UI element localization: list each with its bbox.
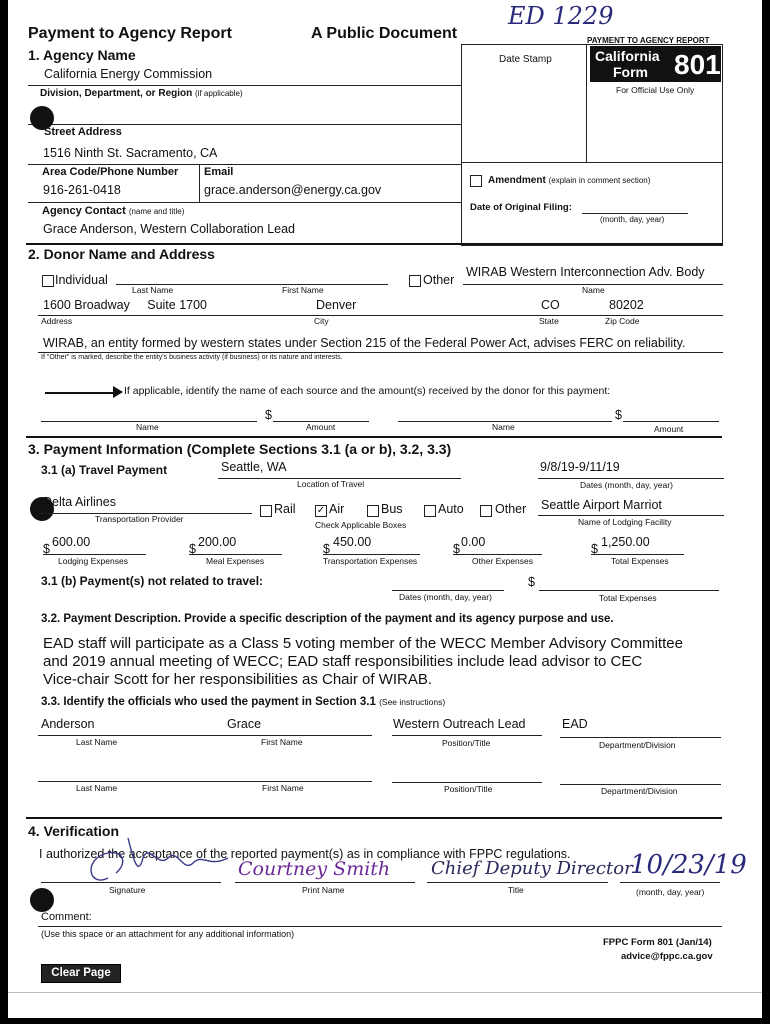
meal-expenses-label: Meal Expenses bbox=[206, 556, 265, 566]
transport-expenses-label: Transportation Expenses bbox=[323, 556, 418, 566]
official-1-department[interactable]: EAD bbox=[562, 717, 588, 731]
form-801-badge: California Form 801 bbox=[590, 46, 721, 82]
form-title: Payment to Agency Report bbox=[28, 25, 232, 42]
donor-name-value[interactable]: WIRAB Western Interconnection Adv. Body bbox=[466, 265, 705, 279]
source-amount-label-1: Amount bbox=[306, 422, 336, 432]
lodging-expenses-value[interactable]: 600.00 bbox=[52, 535, 91, 549]
total-expenses-label: Total Expenses bbox=[611, 556, 669, 566]
amendment-checkbox[interactable] bbox=[470, 175, 482, 187]
official-1-last-name[interactable]: Anderson bbox=[41, 717, 95, 731]
payment-description-value[interactable]: EAD staff will participate as a Class 5 voting member of the WECC Member Advisory Committee and 2019 annual meeting of WECC; EAD staff responsibilities include lead advisor to CEC Vice-chair Scott for her responsibilities as Chair of WIRAB. bbox=[43, 635, 683, 688]
street-address-value[interactable]: 1516 Ninth St. Sacramento, CA bbox=[43, 146, 218, 160]
official-use-label: For Official Use Only bbox=[616, 85, 695, 95]
source-name-label-1: Name bbox=[136, 422, 159, 432]
last-name-label: Last Name bbox=[132, 285, 174, 295]
rail-label: Rail bbox=[274, 502, 296, 516]
non-travel-dates-input[interactable] bbox=[392, 590, 504, 591]
bus-checkbox[interactable] bbox=[367, 505, 379, 517]
lodging-facility-label: Name of Lodging Facility bbox=[578, 517, 672, 527]
non-travel-total-label: Total Expenses bbox=[599, 593, 657, 603]
source-instruction: If applicable, identify the name of each source and the amount(s) received by the donor for this payment: bbox=[124, 385, 611, 397]
non-travel-dates-label: Dates (month, day, year) bbox=[399, 592, 492, 602]
email-value[interactable]: grace.anderson@energy.ca.gov bbox=[204, 183, 382, 197]
individual-checkbox[interactable] bbox=[42, 275, 54, 287]
auto-checkbox[interactable] bbox=[424, 505, 436, 517]
non-travel-label: 3.1 (b) Payment(s) not related to travel: bbox=[41, 574, 264, 588]
total-expenses-value[interactable]: 1,250.00 bbox=[601, 535, 650, 549]
source-name-label-2: Name bbox=[492, 422, 515, 432]
lodging-expenses-label: Lodging Expenses bbox=[58, 556, 128, 566]
donor-state-value[interactable]: CO bbox=[541, 298, 560, 312]
official-2-department-label: Department/Division bbox=[601, 786, 678, 796]
official-1-first-name[interactable]: Grace bbox=[227, 717, 262, 731]
official-1-last-label: Last Name bbox=[76, 737, 118, 747]
official-1-first-label: First Name bbox=[261, 737, 303, 747]
other-donor-checkbox[interactable] bbox=[409, 275, 421, 287]
non-travel-total-input[interactable] bbox=[539, 590, 719, 591]
original-filing-input[interactable] bbox=[582, 213, 688, 214]
arrow-right-icon bbox=[113, 386, 123, 398]
agency-contact-label: Agency Contact (name and title) bbox=[42, 205, 185, 217]
official-1-position-label: Position/Title bbox=[442, 738, 491, 748]
comment-hint: (Use this space or an attachment for any additional information) bbox=[41, 929, 295, 939]
signature-label: Signature bbox=[109, 885, 146, 895]
officials-heading: 3.3. Identify the officials who used the payment in Section 3.1 (See instructions) bbox=[41, 696, 446, 708]
individual-label: Individual bbox=[55, 273, 108, 287]
clear-page-button[interactable]: Clear Page bbox=[41, 964, 121, 983]
official-2-first-label: First Name bbox=[262, 783, 304, 793]
name-label: Name bbox=[582, 285, 605, 295]
section-2-heading: 2. Donor Name and Address bbox=[28, 246, 215, 262]
auto-label: Auto bbox=[438, 502, 464, 516]
handwritten-document-id: ED 1229 bbox=[508, 2, 614, 30]
transport-provider-value[interactable]: Delta Airlines bbox=[43, 495, 116, 509]
print-name-value[interactable]: Courtney Smith bbox=[238, 858, 391, 880]
fppc-email: advice@fppc.ca.gov bbox=[621, 951, 713, 962]
signature-input[interactable] bbox=[41, 882, 221, 883]
donor-city-value[interactable]: Denver bbox=[316, 298, 357, 312]
title-value[interactable]: Chief Deputy Director bbox=[431, 858, 633, 879]
agency-name-value[interactable]: California Energy Commission bbox=[44, 67, 213, 81]
donor-description-value[interactable]: WIRAB, an entity formed by western states under Section 215 of the Federal Power Act, advises FERC on reliability. bbox=[43, 336, 686, 350]
title-label: Title bbox=[508, 885, 524, 895]
original-filing-hint: (month, day, year) bbox=[600, 215, 665, 224]
donor-address-value[interactable]: 1600 Broadway Suite 1700 bbox=[43, 298, 208, 312]
other-expenses-value[interactable]: 0.00 bbox=[461, 535, 486, 549]
verification-statement: I authorized the acceptance of the reported payment(s) as in compliance with FPPC regulations. bbox=[39, 847, 571, 861]
phone-label: Area Code/Phone Number bbox=[42, 166, 179, 178]
source-amount-label-2: Amount bbox=[654, 424, 684, 434]
date-label: (month, day, year) bbox=[636, 887, 705, 897]
donor-description-hint: If "Other" is marked, describe the entity's business activity (if business) or its nature and interests. bbox=[41, 354, 343, 361]
comment-label: Comment: bbox=[41, 911, 92, 923]
payment-description-heading: 3.2. Payment Description. Provide a specific description of the payment and its agency purpose and use. bbox=[41, 613, 614, 625]
payment-to-agency-report-form: Payment to Agency Report A Public Document ED 1229 PAYMENT TO AGENCY REPORT Date Stamp California Form 801 For Official Use Only 1. Agency Name California Energy Commission Division, Department, or Region (if applicable) Street Address 1516 Ninth St. Sacramento, CA Area Code/Phone Number Email 916-261-0418 grace.anderson@energy.ca.gov Agency Contact (name and title) Grace Anderson, Western Collaboration Lead Amendment (explain in comment section) Date of Original Filing: (month, day, year) 2. Donor Name and Address Individual Last Name First Name Other WIRAB Western Interconnection Adv. Body Name 1600 Broadway Suite 1700 Denver CO 80202 Address City State Zip Code WIRAB, an entity formed by western states under Section 215 of the Federal Power Act, advises FERC on reliability. If "Other" is marked, describe the entity's business activity (if business) or its nature and interests. If applicable, identify the name of each source and the amount(s) received by the donor for this payment: $ $ Name Amount Name Amount 3. Payment Information (Complete Sections 3.1 (a or b), 3.2, 3.3) 3.1 (a) Travel Payment Seattle, WA Location of Travel 9/8/19-9/11/19 Dates (month, day, year) Delta Airlines Transportation Provider Rail ✓ Air Bus Auto Other Check Applicable Boxes Seattle Airport Marriot Name of Lodging Facility $ 600.00 Lodging Expenses $ 200.00 Meal Expenses $ 450.00 Transportation Expenses $ 0.00 Other Expenses $ 1,250.00 Total Expenses 3.1 (b) Payment(s) not related to travel: Dates (month, day, year) $ Total Expenses 3.2. Payment Description. Provide a specific description of the payment and its agency purpose and use. EAD staff will participate as a Class 5 voting member of the WECC Member Advisory Committee and 2019 annual meeting of WECC; EAD staff responsibilities include lead advisor to CEC Vice-chair Scott for her responsibilities as Chair of WIRAB. 3.3. Identify the officials who used the payment in Section 3.1 (See instructions) Anderson Grace Western Outreach Lead EAD Last Name First Name Position/Title Department/Division Last Name First Name Position/Title Department/Division 4. Verification I authorized the acceptance of the reported payment(s) as in compliance with FPPC regulations. Courtney Smith Chief Deputy Director 10/23/19 Signature Print Name Title (month, day, year) Comment: (Use this space or an attachment for any additional information) FPPC Form 801 (Jan/14) advice@fppc.ca.gov Clear Page bbox=[8, 0, 762, 1018]
travel-location-label: Location of Travel bbox=[297, 479, 365, 489]
arrow-shaft bbox=[45, 392, 117, 394]
rail-checkbox[interactable] bbox=[260, 505, 272, 517]
comment-input[interactable] bbox=[38, 926, 722, 927]
section-1-heading: 1. Agency Name bbox=[28, 47, 136, 63]
section-4-heading: 4. Verification bbox=[28, 823, 120, 839]
date-value[interactable]: 10/23/19 bbox=[630, 850, 747, 880]
check-boxes-label: Check Applicable Boxes bbox=[315, 520, 407, 530]
address-label: Address bbox=[41, 316, 73, 326]
email-label: Email bbox=[204, 166, 234, 178]
print-name-label: Print Name bbox=[302, 885, 345, 895]
other-expenses-label: Other Expenses bbox=[472, 556, 533, 566]
phone-value[interactable]: 916-261-0418 bbox=[43, 183, 121, 197]
travel-location-value[interactable]: Seattle, WA bbox=[221, 460, 287, 474]
lodging-facility-value[interactable]: Seattle Airport Marriot bbox=[541, 498, 662, 512]
date-stamp-label: Date Stamp bbox=[499, 54, 552, 65]
division-label: Division, Department, or Region (if applicable) bbox=[40, 88, 243, 99]
official-2-last-label: Last Name bbox=[76, 783, 118, 793]
city-label: City bbox=[314, 316, 329, 326]
form-id: FPPC Form 801 (Jan/14) bbox=[603, 937, 712, 948]
transport-provider-label: Transportation Provider bbox=[95, 514, 184, 524]
section-3-heading: 3. Payment Information (Complete Sections 3.1 (a or b), 3.2, 3.3) bbox=[28, 441, 452, 457]
first-name-label: First Name bbox=[282, 285, 324, 295]
original-filing-label: Date of Original Filing: bbox=[470, 202, 572, 213]
donor-zip-value[interactable]: 80202 bbox=[609, 298, 644, 312]
signature-scribble bbox=[78, 828, 238, 898]
punch-hole bbox=[30, 888, 54, 912]
public-document-label: A Public Document bbox=[311, 25, 458, 42]
source-amount-input-2[interactable] bbox=[623, 421, 719, 422]
official-2-position-label: Position/Title bbox=[444, 784, 493, 794]
official-1-department-label: Department/Division bbox=[599, 740, 676, 750]
transport-expenses-value[interactable]: 450.00 bbox=[333, 535, 372, 549]
state-label: State bbox=[539, 316, 559, 326]
air-label: Air bbox=[329, 502, 345, 516]
meal-expenses-value[interactable]: 200.00 bbox=[198, 535, 237, 549]
official-1-position[interactable]: Western Outreach Lead bbox=[393, 717, 526, 731]
agency-contact-value[interactable]: Grace Anderson, Western Collaboration Lead bbox=[43, 222, 296, 236]
zip-code-label: Zip Code bbox=[605, 316, 640, 326]
other-mode-checkbox[interactable] bbox=[480, 505, 492, 517]
travel-dates-value[interactable]: 9/8/19-9/11/19 bbox=[540, 460, 620, 474]
other-donor-label: Other bbox=[423, 273, 455, 287]
bus-label: Bus bbox=[381, 502, 403, 516]
street-address-label: Street Address bbox=[44, 126, 122, 138]
corner-form-label: PAYMENT TO AGENCY REPORT bbox=[587, 36, 710, 45]
travel-dates-label: Dates (month, day, year) bbox=[580, 480, 673, 490]
other-mode-label: Other bbox=[495, 502, 527, 516]
travel-payment-label: 3.1 (a) Travel Payment bbox=[41, 463, 168, 477]
amendment-label: Amendment (explain in comment section) bbox=[488, 175, 651, 186]
air-checkbox[interactable]: ✓ bbox=[316, 505, 326, 516]
